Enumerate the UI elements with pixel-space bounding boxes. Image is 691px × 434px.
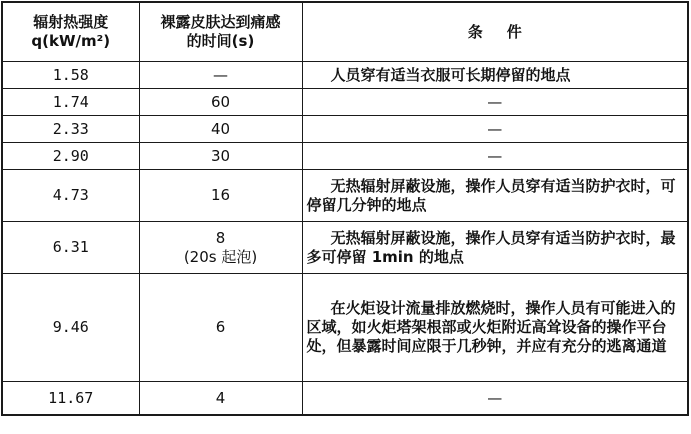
cell-pain-time: [139, 170, 302, 222]
cell-radiant-intensity: 11.67: [2, 382, 139, 416]
cell-pain-time-value: 8: [215, 228, 226, 247]
header-pain-time-line1: 裸露皮肤达到痛感: [160, 13, 281, 32]
cell-condition: [302, 116, 688, 143]
cell-pain-time-value: 40: [210, 119, 231, 138]
cell-pain-time-note: (20s 起泡): [183, 247, 258, 266]
cell-pain-time-value: 30: [210, 146, 231, 165]
cell-condition-text: —: [487, 146, 503, 165]
header-pain-time-line2: 的时间(s): [186, 32, 255, 50]
cell-condition-text: —: [487, 119, 503, 138]
cell-pain-time: [139, 222, 302, 274]
cell-condition: [302, 274, 688, 382]
cell-condition: [302, 62, 688, 89]
cell-condition: [302, 89, 688, 116]
table-row: [2, 382, 688, 416]
cell-condition: [302, 382, 688, 416]
cell-radiant-intensity: 2.90: [2, 143, 139, 170]
cell-pain-time: [139, 62, 302, 89]
cell-condition-text: 无热辐射屏蔽设施，操作人员穿有适当防护衣时，最多可停留 1min 的地点: [306, 228, 676, 266]
cell-condition: [302, 170, 688, 222]
table-header-row: [2, 2, 688, 62]
radiant-heat-table: [1, 1, 689, 416]
cell-radiant-intensity: 6.31: [2, 222, 139, 274]
cell-pain-time: [139, 382, 302, 416]
cell-condition-text: 无热辐射屏蔽设施，操作人员穿有适当防护衣时，可停留几分钟的地点: [306, 176, 676, 214]
cell-pain-time-value: 60: [210, 92, 231, 111]
cell-radiant-intensity: 2.33: [2, 116, 139, 143]
cell-pain-time-value: 16: [210, 186, 231, 205]
header-pain-time: [139, 2, 302, 62]
header-radiant-intensity-unit: q(kW/m²): [31, 32, 111, 50]
cell-condition: [302, 222, 688, 274]
cell-radiant-intensity: 4.73: [2, 170, 139, 222]
cell-pain-time: [139, 89, 302, 116]
header-radiant-intensity: [2, 2, 139, 62]
table-row: [2, 143, 688, 170]
cell-radiant-intensity: 1.58: [2, 62, 139, 89]
table-row: [2, 170, 688, 222]
table-row: [2, 116, 688, 143]
cell-radiant-intensity: 1.74: [2, 89, 139, 116]
header-condition-label: 条件: [467, 22, 546, 41]
cell-pain-time: [139, 116, 302, 143]
cell-pain-time-value: —: [213, 65, 228, 84]
header-radiant-intensity-label: 辐射热强度: [33, 13, 109, 32]
cell-condition: [302, 143, 688, 170]
cell-condition-text: 人员穿有适当衣服可长期停留的地点: [330, 65, 571, 84]
table-row: [2, 62, 688, 89]
cell-pain-time-value: 6: [215, 318, 226, 337]
cell-radiant-intensity: 9.46: [2, 274, 139, 382]
table-row: [2, 222, 688, 274]
cell-pain-time: [139, 274, 302, 382]
cell-pain-time: [139, 143, 302, 170]
cell-pain-time-value: 4: [215, 388, 226, 407]
cell-condition-text: —: [487, 388, 503, 407]
cell-condition-text: —: [487, 92, 503, 111]
table-row: [2, 274, 688, 382]
cell-condition-text: 在火炬设计流量排放燃烧时，操作人员有可能进入的区域，如火炬塔架根部或火炬附近高耸设备的操作平台处，但暴露时间应限于几秒钟，并应有充分的逃离通道: [306, 299, 676, 355]
table-row: [2, 89, 688, 116]
header-condition: [302, 2, 688, 62]
